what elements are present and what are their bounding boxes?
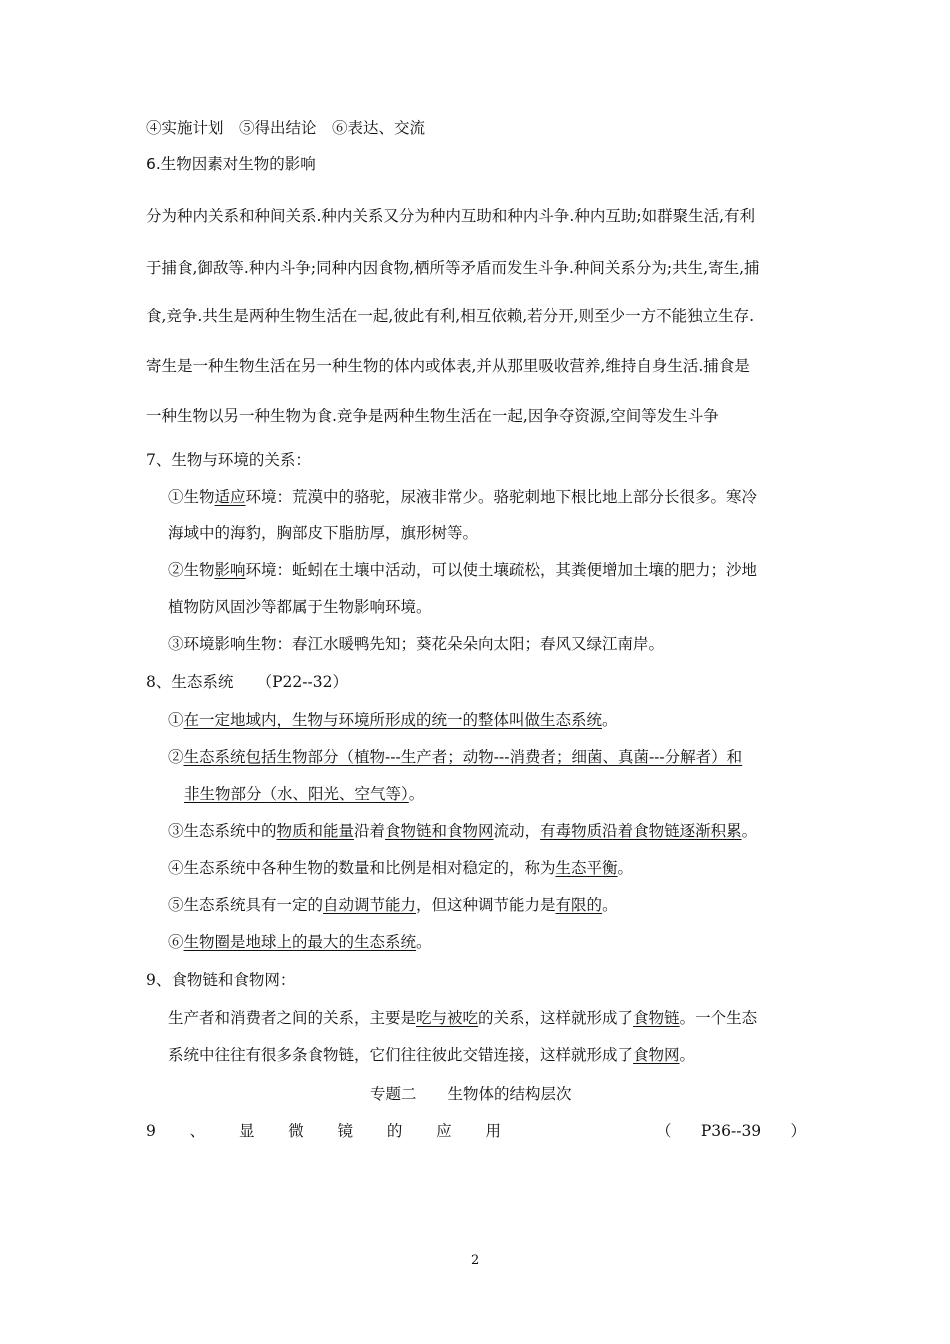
heading-section-6: 6.生物因素对生物的影响 [146,155,316,173]
text: 环境：蚯蚓在土壤中活动，可以使土壤疏松，其粪便增加土壤的肥力；沙地 [245,561,758,579]
text: ⑤生态系统具有一定的 [168,896,324,914]
item-7-1 [168,487,757,507]
text: 。 [408,785,425,803]
text: ① [168,711,184,729]
underlined-term: 适应 [214,488,246,506]
page-number: 2 [471,1253,480,1268]
text: 。一个生态 [679,1009,758,1027]
underlined-term: 物质和能量 [276,822,355,840]
char: 的 [386,1122,403,1140]
underlined-term: 食物链和食物网 [385,822,494,840]
heading-section-9: 9、食物链和食物网： [146,971,296,989]
text: ，但这种调节能力是 [416,896,556,914]
text: 沿着 [354,822,386,840]
underlined-term: 在一定地域内，生物与环境所形成的统一的整体叫做生态系统 [183,711,603,729]
underlined-term: 生态系统包括生物部分（植物---生产者；动物---消费者；细菌、真菌---分解者）和 [183,748,743,766]
item-7-2 [168,560,757,580]
text: 生产者和消费者之间的关系，主要是 [168,1009,417,1027]
page-reference [656,1121,806,1141]
underlined-term: 有毒物质沿着食物链逐渐积累 [540,822,742,840]
text: 。 [602,896,618,914]
text: 环境：荒漠中的骆驼，尿液非常少。骆驼刺地下根比地上部分长很多。寒冷 [245,488,758,506]
text: 的关系，这样就形成了 [478,1009,634,1027]
paragraph-line: 分为种内关系和种间关系.种内关系又分为种内互助和种内斗争.种内互助;如群聚生活,有利 [146,207,756,225]
item-7-1-cont: 海域中的海豹，胸部皮下脂肪厚，旗形树等。 [168,524,479,542]
item-8-1 [168,710,618,730]
item-9-line [168,1008,757,1028]
text: ③生态系统中的 [168,822,277,840]
text: 系统中往往有很多条食物链，它们往往彼此交错连接，这样就形成了 [168,1046,634,1064]
list-steps-4-6: ④实施计划 ⑤得出结论 ⑥表达、交流 [146,119,426,137]
text: 。 [416,933,432,951]
text: ⑥ [168,933,184,951]
paragraph-line: 一种生物以另一种生物为食.竞争是两种生物生活在一起,因争夺资源,空间等发生斗争 [146,407,719,425]
text: 。 [679,1046,696,1064]
underlined-term: 非生物部分（水、阳光、空气等） [184,785,409,803]
item-8-2 [168,747,742,767]
underlined-term: 吃与被吃 [416,1009,479,1027]
underlined-term: 自动调节能力 [323,896,417,914]
underlined-term: 生物圈是地球上的最大的生态系统 [183,933,417,951]
char: 微 [288,1122,304,1140]
text: 。 [741,822,758,840]
char: 、 [189,1122,206,1140]
char: 显 [238,1122,255,1140]
char: 用 [485,1122,501,1140]
heading-section-7: 7、生物与环境的关系： [146,451,311,469]
underlined-term: 食物网 [633,1046,680,1064]
underlined-term: 有限的 [555,896,603,914]
item-9-line-cont [168,1045,695,1065]
text: ①生物 [168,488,215,506]
item-8-6 [168,932,432,952]
text: 。 [602,711,618,729]
page-range: P36--39 [700,1122,762,1140]
paragraph-line: 于捕食,御敌等.种内斗争;同种内因食物,栖所等矛盾而发生斗争.种间关系分为;共生,寄生,捕 [146,259,760,277]
underlined-term: 影响 [214,561,246,579]
char: 9 [146,1122,156,1140]
item-7-3: ③环境影响生物：春江水暖鸭先知；葵花朵朵向太阳；春风又绿江南岸。 [168,635,665,653]
underlined-term: 生态平衡 [555,859,618,877]
bracket: （ [656,1122,672,1140]
paragraph-line: 寄生是一种生物生活在另一种生物的体内或体表,并从那里吸收营养,维持自身生活.捕食是 [146,357,750,375]
text: ②生物 [168,561,215,579]
text: 流动， [493,822,541,840]
item-7-2-cont: 植物防风固沙等都属于生物影响环境。 [168,598,432,616]
text: ② [168,748,184,766]
char: 镜 [337,1122,354,1140]
item-8-4 [168,858,633,878]
item-8-3 [168,821,757,841]
text: ④生态系统中各种生物的数量和比例是相对稳定的，称为 [168,859,556,877]
bracket: ） [790,1122,806,1140]
char: 应 [436,1122,452,1140]
item-8-2-cont [184,784,424,804]
microscope-heading [146,1121,501,1141]
item-8-5 [168,895,618,915]
topic-heading: 专题二 生物体的结构层次 [370,1085,572,1103]
heading-section-8: 8、生态系统 （P22--32） [146,673,348,691]
underlined-term: 食物链 [633,1009,680,1027]
paragraph-line: 食,竞争.共生是两种生物生活在一起,彼此有利,相互依赖,若分开,则至少一方不能独立生存. [146,307,754,325]
text: 。 [617,859,634,877]
